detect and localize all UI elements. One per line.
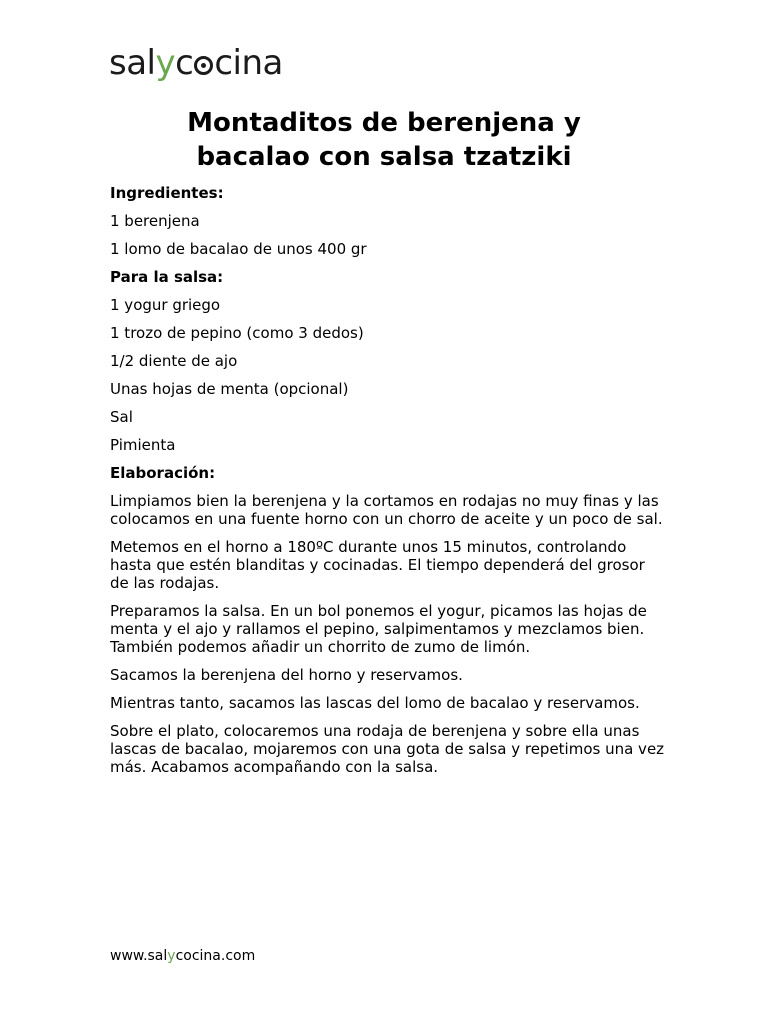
sauce-item: 1/2 diente de ajo [110,352,238,370]
sauce-item: 1 yogur griego [110,296,221,314]
logo-o-mark-icon [194,56,213,75]
footer-url-prefix: www.sal [110,948,168,964]
sauce-item: Sal [110,408,133,426]
brand-logo [109,43,283,83]
logo-text-sal: sal [109,43,156,83]
recipe-title: Montaditos de berenjena y bacalao con salsa tzatziki [187,108,581,172]
ingredients-heading: Ingredientes: [110,184,224,202]
preparation-step: Sacamos la berenjena del horno y reservamos. [110,666,463,684]
footer-website-link[interactable] [110,948,255,964]
sauce-item: Unas hojas de menta (opcional) [110,380,349,398]
preparation-step: Mientras tanto, sacamos las lascas del lomo de bacalao y reservamos. [110,694,640,712]
ingredient-item: 1 lomo de bacalao de unos 400 gr [110,240,367,258]
logo-text-c: c [175,43,194,83]
preparation-step: Limpiamos bien la berenjena y la cortamos en rodajas no muy finas y las colocamos en una fuente horno con un chorro de aceite y un poco de sal. [110,492,663,528]
preparation-step: Sobre el plato, colocaremos una rodaja de berenjena y sobre ella unas lascas de bacalao, mojaremos con una gota de salsa y repetimos una vez más. Acabamos acompañando con la salsa. [110,722,665,776]
ingredient-item: 1 berenjena [110,212,200,230]
footer-url-accent: y [167,948,176,964]
preparation-heading: Elaboración: [110,464,216,482]
logo-text-y: y [155,43,176,83]
sauce-item: Pimienta [110,436,176,454]
footer-url-suffix: cocina.com [175,948,256,964]
preparation-step: Preparamos la salsa. En un bol ponemos el yogur, picamos las hojas de menta y el ajo y rallamos el pepino, salpimentamos y mezclamos bien. También podemos añadir un chorrito de zumo de limón. [110,602,647,656]
logo-text-cina: cina [214,43,283,83]
preparation-step: Metemos en el horno a 180ºC durante unos 15 minutos, controlando hasta que estén blanditas y cocinadas. El tiempo dependerá del grosor de las rodajas. [110,538,645,592]
sauce-heading: Para la salsa: [110,268,224,286]
recipe-body [110,184,666,786]
sauce-item: 1 trozo de pepino (como 3 dedos) [110,324,364,342]
